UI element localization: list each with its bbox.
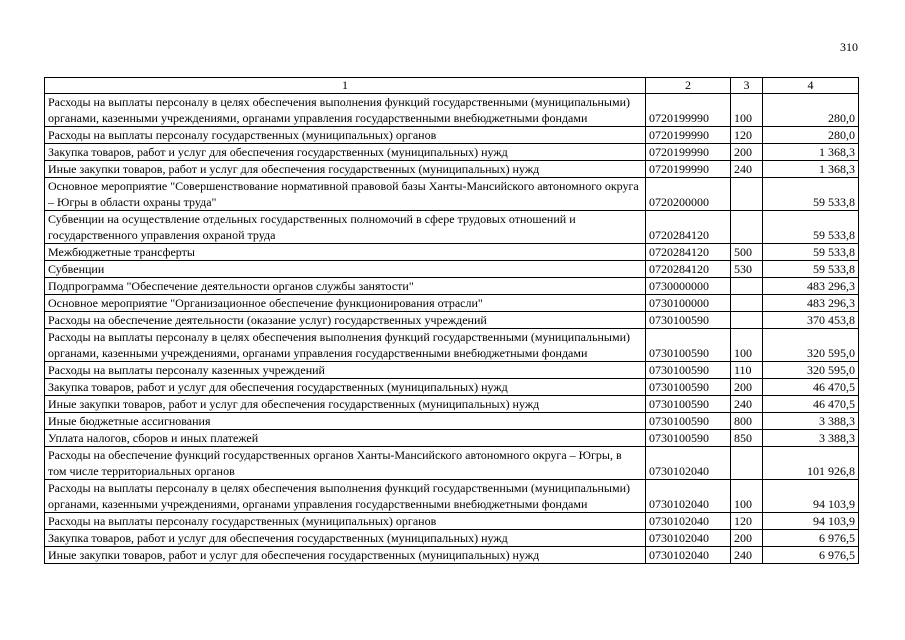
target-article-code-cell: 0730100590 bbox=[646, 362, 731, 379]
target-article-code-cell: 0730102040 bbox=[646, 447, 731, 480]
table-row bbox=[45, 547, 859, 564]
expense-name-cell: Иные закупки товаров, работ и услуг для обеспечения государственных (муниципальных) нужд bbox=[45, 547, 646, 564]
target-article-code-cell: 0730100590 bbox=[646, 396, 731, 413]
amount-cell: 59 533,8 bbox=[763, 211, 859, 244]
expense-type-cell bbox=[731, 211, 763, 244]
table-row bbox=[45, 379, 859, 396]
table-row bbox=[45, 530, 859, 547]
expense-type-cell bbox=[731, 178, 763, 211]
expense-type-cell: 200 bbox=[731, 144, 763, 161]
expense-name-cell: Расходы на выплаты персоналу казенных учреждений bbox=[45, 362, 646, 379]
expense-name-cell: Расходы на выплаты персоналу в целях обеспечения выполнения функций государственными (муниципальными) органами, казенными учреждениями, органами управления государственными внебюджетными фондами bbox=[45, 480, 646, 513]
column-header-4: 4 bbox=[763, 78, 859, 94]
expense-type-cell: 800 bbox=[731, 413, 763, 430]
column-header-1: 1 bbox=[45, 78, 646, 94]
expense-type-cell: 200 bbox=[731, 530, 763, 547]
amount-cell: 320 595,0 bbox=[763, 329, 859, 362]
table-row bbox=[45, 413, 859, 430]
expense-type-cell bbox=[731, 447, 763, 480]
amount-cell: 46 470,5 bbox=[763, 396, 859, 413]
target-article-code-cell: 0720284120 bbox=[646, 261, 731, 278]
table-row bbox=[45, 312, 859, 329]
target-article-code-cell: 0720284120 bbox=[646, 211, 731, 244]
expense-type-cell: 850 bbox=[731, 430, 763, 447]
target-article-code-cell: 0730102040 bbox=[646, 530, 731, 547]
amount-cell: 1 368,3 bbox=[763, 161, 859, 178]
table-row bbox=[45, 178, 859, 211]
target-article-code-cell: 0720199990 bbox=[646, 94, 731, 127]
amount-cell: 94 103,9 bbox=[763, 480, 859, 513]
expense-type-cell: 100 bbox=[731, 329, 763, 362]
expense-name-cell: Закупка товаров, работ и услуг для обеспечения государственных (муниципальных) нужд bbox=[45, 379, 646, 396]
expense-name-cell: Уплата налогов, сборов и иных платежей bbox=[45, 430, 646, 447]
amount-cell: 370 453,8 bbox=[763, 312, 859, 329]
expense-name-cell: Закупка товаров, работ и услуг для обеспечения государственных (муниципальных) нужд bbox=[45, 530, 646, 547]
target-article-code-cell: 0720199990 bbox=[646, 144, 731, 161]
amount-cell: 6 976,5 bbox=[763, 547, 859, 564]
table-row bbox=[45, 447, 859, 480]
target-article-code-cell: 0730102040 bbox=[646, 547, 731, 564]
expense-name-cell: Расходы на выплаты персоналу государственных (муниципальных) органов bbox=[45, 127, 646, 144]
expense-type-cell: 110 bbox=[731, 362, 763, 379]
target-article-code-cell: 0720199990 bbox=[646, 161, 731, 178]
expense-type-cell: 120 bbox=[731, 127, 763, 144]
amount-cell: 59 533,8 bbox=[763, 261, 859, 278]
amount-cell: 3 388,3 bbox=[763, 413, 859, 430]
page-number: 310 bbox=[840, 40, 858, 54]
expense-type-cell: 240 bbox=[731, 547, 763, 564]
table-row bbox=[45, 278, 859, 295]
target-article-code-cell: 0730100590 bbox=[646, 430, 731, 447]
target-article-code-cell: 0720200000 bbox=[646, 178, 731, 211]
expense-name-cell: Расходы на выплаты персоналу государственных (муниципальных) органов bbox=[45, 513, 646, 530]
expense-name-cell: Основное мероприятие "Совершенствование нормативной правовой базы Ханты-Мансийского автономного округа – Югры в области охраны труда" bbox=[45, 178, 646, 211]
expense-type-cell: 100 bbox=[731, 480, 763, 513]
amount-cell: 483 296,3 bbox=[763, 295, 859, 312]
expense-name-cell: Закупка товаров, работ и услуг для обеспечения государственных (муниципальных) нужд bbox=[45, 144, 646, 161]
target-article-code-cell: 0730102040 bbox=[646, 513, 731, 530]
target-article-code-cell: 0730100590 bbox=[646, 379, 731, 396]
target-article-code-cell: 0720199990 bbox=[646, 127, 731, 144]
expense-type-cell: 240 bbox=[731, 161, 763, 178]
amount-cell: 59 533,8 bbox=[763, 244, 859, 261]
target-article-code-cell: 0730100000 bbox=[646, 295, 731, 312]
budget-table-body bbox=[45, 78, 859, 564]
expense-type-cell bbox=[731, 278, 763, 295]
target-article-code-cell: 0720284120 bbox=[646, 244, 731, 261]
table-row bbox=[45, 94, 859, 127]
column-header-2: 2 bbox=[646, 78, 731, 94]
amount-cell: 280,0 bbox=[763, 94, 859, 127]
amount-cell: 101 926,8 bbox=[763, 447, 859, 480]
expense-name-cell: Иные бюджетные ассигнования bbox=[45, 413, 646, 430]
budget-table bbox=[44, 77, 859, 564]
expense-name-cell: Субвенции на осуществление отдельных государственных полномочий в сфере трудовых отношений и государственного управления охраной труда bbox=[45, 211, 646, 244]
table-row bbox=[45, 161, 859, 178]
target-article-code-cell: 0730100590 bbox=[646, 329, 731, 362]
expense-type-cell: 530 bbox=[731, 261, 763, 278]
amount-cell: 6 976,5 bbox=[763, 530, 859, 547]
amount-cell: 280,0 bbox=[763, 127, 859, 144]
expense-name-cell: Межбюджетные трансферты bbox=[45, 244, 646, 261]
expense-name-cell: Подпрограмма "Обеспечение деятельности органов службы занятости" bbox=[45, 278, 646, 295]
expense-name-cell: Расходы на обеспечение функций государственных органов Ханты-Мансийского автономного округа – Югры, в том числе территориальных органов bbox=[45, 447, 646, 480]
table-row bbox=[45, 329, 859, 362]
table-row bbox=[45, 144, 859, 161]
table-row bbox=[45, 261, 859, 278]
expense-type-cell: 120 bbox=[731, 513, 763, 530]
expense-type-cell bbox=[731, 295, 763, 312]
table-row bbox=[45, 295, 859, 312]
expense-type-cell: 100 bbox=[731, 94, 763, 127]
table-row bbox=[45, 480, 859, 513]
table-row bbox=[45, 430, 859, 447]
amount-cell: 1 368,3 bbox=[763, 144, 859, 161]
amount-cell: 3 388,3 bbox=[763, 430, 859, 447]
target-article-code-cell: 0730102040 bbox=[646, 480, 731, 513]
table-row bbox=[45, 244, 859, 261]
expense-type-cell bbox=[731, 312, 763, 329]
expense-type-cell: 200 bbox=[731, 379, 763, 396]
amount-cell: 46 470,5 bbox=[763, 379, 859, 396]
expense-type-cell: 240 bbox=[731, 396, 763, 413]
amount-cell: 483 296,3 bbox=[763, 278, 859, 295]
table-header-row bbox=[45, 78, 859, 94]
amount-cell: 59 533,8 bbox=[763, 178, 859, 211]
target-article-code-cell: 0730100590 bbox=[646, 413, 731, 430]
expense-name-cell: Расходы на обеспечение деятельности (оказание услуг) государственных учреждений bbox=[45, 312, 646, 329]
table-row bbox=[45, 127, 859, 144]
expense-name-cell: Иные закупки товаров, работ и услуг для обеспечения государственных (муниципальных) нужд bbox=[45, 161, 646, 178]
amount-cell: 320 595,0 bbox=[763, 362, 859, 379]
expense-name-cell: Основное мероприятие "Организационное обеспечение функционирования отрасли" bbox=[45, 295, 646, 312]
table-row bbox=[45, 211, 859, 244]
target-article-code-cell: 0730100590 bbox=[646, 312, 731, 329]
table-row bbox=[45, 396, 859, 413]
target-article-code-cell: 0730000000 bbox=[646, 278, 731, 295]
column-header-3: 3 bbox=[731, 78, 763, 94]
expense-type-cell: 500 bbox=[731, 244, 763, 261]
expense-name-cell: Расходы на выплаты персоналу в целях обеспечения выполнения функций государственными (муниципальными) органами, казенными учреждениями, органами управления государственными внебюджетными фондами bbox=[45, 329, 646, 362]
table-row bbox=[45, 362, 859, 379]
expense-name-cell: Иные закупки товаров, работ и услуг для обеспечения государственных (муниципальных) нужд bbox=[45, 396, 646, 413]
amount-cell: 94 103,9 bbox=[763, 513, 859, 530]
expense-name-cell: Расходы на выплаты персоналу в целях обеспечения выполнения функций государственными (муниципальными) органами, казенными учреждениями, органами управления государственными внебюджетными фондами bbox=[45, 94, 646, 127]
table-row bbox=[45, 513, 859, 530]
expense-name-cell: Субвенции bbox=[45, 261, 646, 278]
